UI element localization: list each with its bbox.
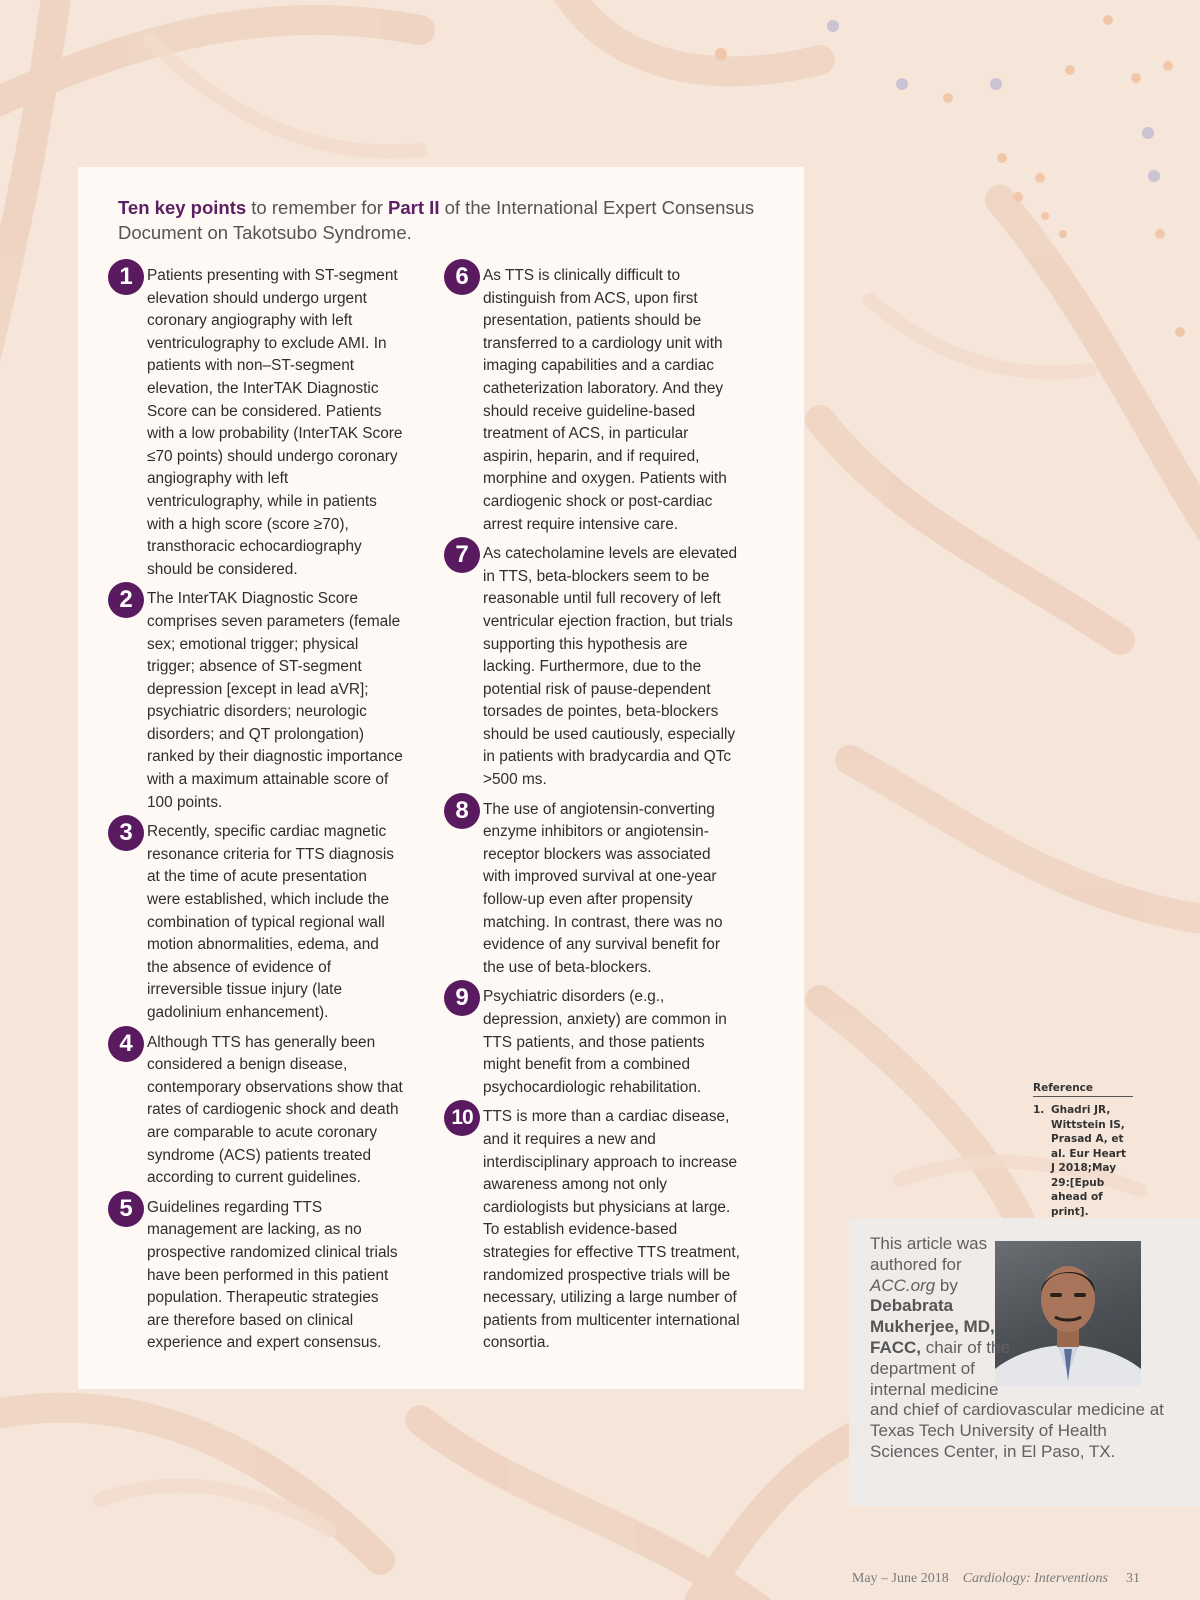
key-point-text: Psychiatric disorders (e.g., depression, anxiety) are common in TTS patients, and those patients might benefit from a combined psychocardiologic rehabilitation. <box>483 988 727 1096</box>
author-box <box>849 1218 1200 1506</box>
reference-item <box>1033 1103 1133 1219</box>
key-point <box>444 543 740 792</box>
key-point <box>444 1106 740 1355</box>
intro-rest: of the International Expert Consensus Document on Takotsubo Syndrome. <box>118 197 755 243</box>
page-footer <box>852 1571 1140 1587</box>
footer-journal: Cardiology: Interventions <box>962 1571 1108 1586</box>
photo-gap <box>1012 1234 1180 1386</box>
footer-issue: May – June 2018 <box>851 1571 949 1586</box>
key-point <box>108 1194 404 1355</box>
author-name: Debabrata Mukherjee, MD, FACC, <box>870 1296 995 1357</box>
key-point-text: Although TTS has generally been considered a benign disease, contemporary observations show that rates of cardiogenic shock and death are comparable to acute coronary syndrome (ACS) patients treated according to current guidelines. <box>147 1033 403 1187</box>
key-point <box>444 796 740 980</box>
key-point-text: As catecholamine levels are elevated in TTS, beta-blockers seem to be reasonable until full recovery of left ventricular ejection fraction, but trials supporting this hypothesis are lacking. Furthermore, due to the potential risk of pause-dependent torsades de pointes, beta-blockers should be used cautiously, especially in patients with bradycardia and QTc >500 ms. <box>483 545 738 789</box>
author-site: ACC.org <box>870 1275 936 1295</box>
author-by: by <box>935 1275 958 1295</box>
key-point <box>108 588 404 814</box>
key-point-number-badge: 3 <box>108 815 144 851</box>
key-point <box>108 265 404 581</box>
key-point-text: As TTS is clinically difficult to distinguish from ACS, upon first presentation, patients should be transferred to a cardiology unit with imaging capabilities and a cardiac catheterization laboratory. And they should receive guideline-based treatment of ACS, in particular aspirin, heparin, and if required, morphine and oxygen. Patients with cardiogenic shock or post-cardiac arrest require intensive care. <box>483 267 727 533</box>
key-point-text: The InterTAK Diagnostic Score comprises seven parameters (female sex; emotional trigger; physical trigger; absence of ST-segment depression [except in lead aVR]; psychiatric disorders; neurologic disorders; and QT prolongation) ranked by their diagnostic importance with a maximum attainable score of 100 points. <box>147 590 403 811</box>
key-point-number-badge: 5 <box>108 1191 144 1227</box>
key-point-text: TTS is more than a cardiac disease, and it requires a new and interdisciplinary approach to increase awareness among not only cardiologists but physicians at large. To establish evidence-based strategies for effective TTS treatment, randomized prospective trials will be necessary, utilizing a large number of patients from multicenter international consortia. <box>483 1108 740 1352</box>
intro-part: Part II <box>388 197 440 218</box>
key-point <box>444 986 740 1099</box>
key-point <box>108 821 404 1024</box>
author-intro: This article was authored for <box>870 1234 988 1274</box>
key-point-number-badge: 8 <box>444 793 480 829</box>
author-role: chair of the department of internal medicine and chief of cardiovascular medicine at Texas Tech University of Health Sciences Center, in El Paso, TX. <box>870 1337 1164 1461</box>
key-point-number-badge: 10 <box>444 1100 480 1136</box>
key-point-text: Recently, specific cardiac magnetic resonance criteria for TTS diagnosis at the time of acute presentation were established, which include the combination of typical regional wall motion abnormalities, edema, and the absence of evidence of irreversible tissue injury (late gadolinium enhancement). <box>147 823 394 1021</box>
key-point-text: The use of angiotensin-converting enzyme inhibitors or angiotensin-receptor blockers was associated with improved survival at one-year follow-up even after propensity matching. In contrast, there was no evidence of any survival benefit for the use of beta-blockers. <box>483 800 723 976</box>
reference-box <box>1033 1082 1133 1219</box>
intro-mid: to remember for <box>246 197 389 218</box>
key-points-left-column <box>108 265 404 1362</box>
key-point-number-badge: 1 <box>108 259 144 295</box>
page-number: 31 <box>1126 1571 1140 1586</box>
intro-lead: Ten key points <box>118 197 247 218</box>
reference-text: Ghadri JR, Wittstein IS, Prasad A, et al. Eur Heart J 2018;May 29:[Epub ahead of print]. <box>1051 1104 1127 1218</box>
intro-heading <box>118 195 758 245</box>
reference-heading: Reference <box>1033 1082 1133 1097</box>
key-point-number-badge: 9 <box>444 980 480 1016</box>
key-point-number-badge: 6 <box>444 259 480 295</box>
key-points-right-column <box>444 265 740 1362</box>
key-point-number-badge: 7 <box>444 537 480 573</box>
key-points-panel <box>78 167 804 1389</box>
author-bio <box>870 1234 1180 1463</box>
key-point-number-badge: 4 <box>108 1026 144 1062</box>
key-point-text: Patients presenting with ST-segment elevation should undergo urgent coronary angiography with left ventriculography to exclude AMI. In patients with non–ST-segment elevation, the InterTAK Diagnostic Score can be considered. Patients with a low probability (InterTAK Score ≤70 points) should undergo coronary angiography with left ventriculography, while in patients with a high score (score ≥70), transthoracic echocardiography should be considered. <box>147 267 403 578</box>
key-point <box>444 265 740 536</box>
key-point-number-badge: 2 <box>108 582 144 618</box>
key-point <box>108 1029 404 1190</box>
key-point-text: Guidelines regarding TTS management are lacking, as no prospective randomized clinical trials have been performed in this patient population. Therapeutic strategies are therefore based on clinical experience and expert consensus. <box>147 1198 398 1352</box>
reference-number: 1. <box>1033 1104 1045 1116</box>
